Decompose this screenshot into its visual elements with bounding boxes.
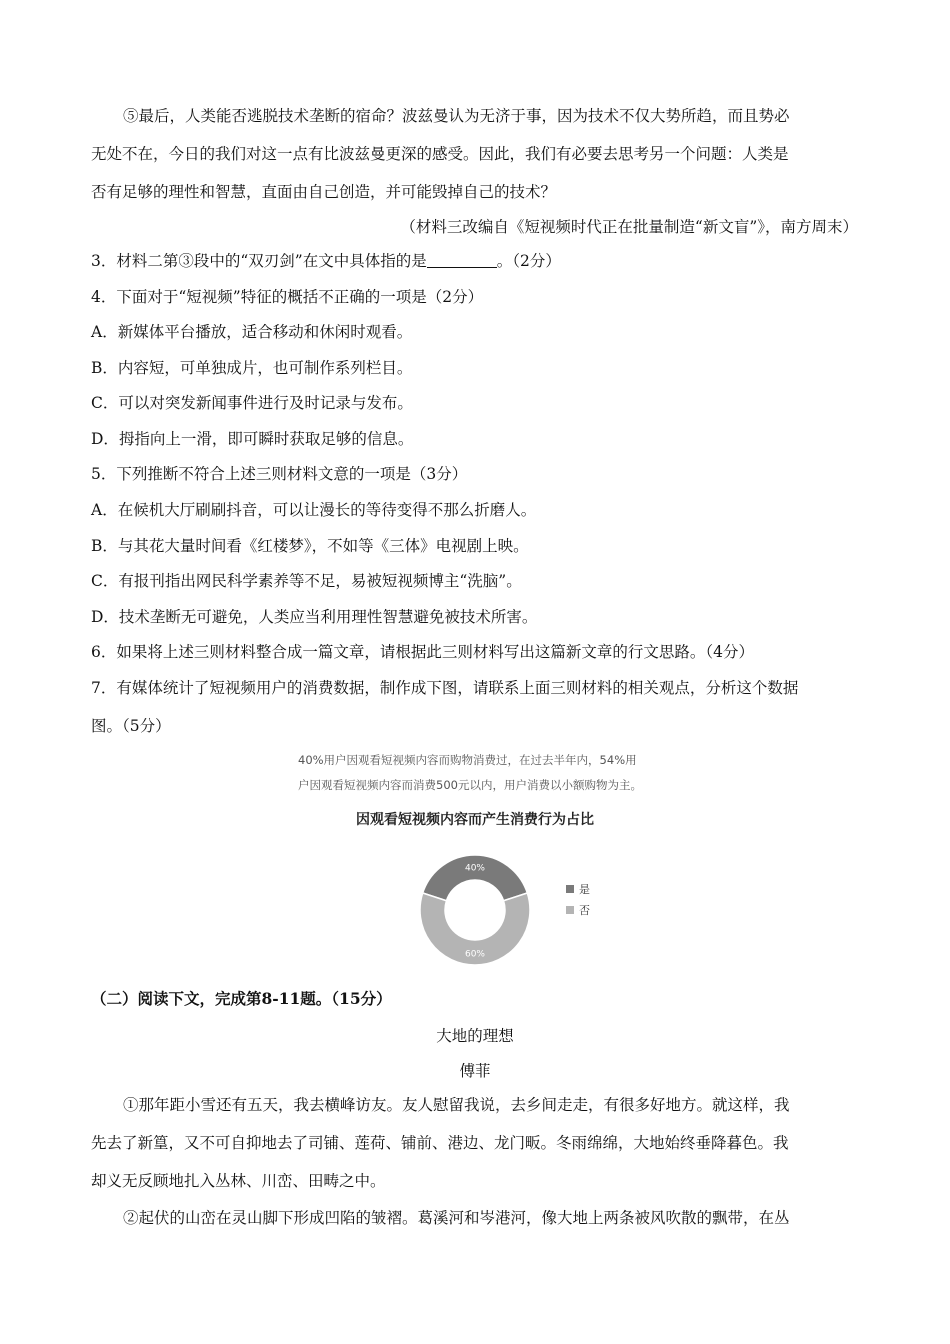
question-4-option-d: D．拇指向上一滑，即可瞬时获取足够的信息。 [91, 430, 414, 448]
question-5: 5．下列推断不符合上述三则材料文意的一项是（3分） [91, 465, 468, 483]
chart-title: 因观看短视频内容而产生消费行为占比 [356, 812, 594, 828]
question-5-option-c: C．有报刊指出网民科学素养等不足，易被短视频博主“洗脑”。 [91, 572, 522, 590]
chart-note-line-1: 40%用户因观看短视频内容而购物消费过，在过去半年内，54%用 [298, 753, 637, 767]
question-4-option-c: C．可以对突发新闻事件进行及时记录与发布。 [91, 394, 413, 412]
article-title: 大地的理想 [436, 1027, 514, 1045]
article-para-1-line-2: 先去了新篁，又不可自抑地去了司铺、莲荷、铺前、港边、龙门畈。冬雨绵绵，大地始终垂降暮色。我 [91, 1134, 789, 1152]
article-para-2-line-1: ②起伏的山峦在灵山脚下形成凹陷的皱褶。葛溪河和岑港河，像大地上两条被风吹散的飘带，在丛 [123, 1209, 790, 1227]
question-5-option-a: A．在候机大厅刷刷抖音，可以让漫长的等待变得不那么折磨人。 [91, 501, 537, 519]
legend-label-yes: 是 [579, 883, 590, 896]
question-3-text: 3．材料二第③段中的“双刃剑”在文中具体指的是 [91, 252, 427, 270]
question-5-option-b: B．与其花大量时间看《红楼梦》，不如等《三体》电视剧上映。 [91, 537, 529, 555]
question-4-option-b: B．内容短，可单独成片，也可制作系列栏目。 [91, 359, 413, 377]
legend-swatch-no [566, 906, 574, 914]
article-author: 傅菲 [459, 1062, 491, 1080]
legend-label-no: 否 [579, 904, 590, 917]
article-para-1-line-3: 却义无反顾地扎入丛林、川峦、田畴之中。 [91, 1172, 386, 1190]
donut-slice-0 [423, 855, 528, 901]
legend-swatch-yes [566, 885, 574, 893]
paragraph-5-line-3: 否有足够的理性和智慧，直面由自己创造，并可能毁掉自己的技术？ [91, 183, 557, 201]
question-4-option-a: A．新媒体平台播放，适合移动和休闲时观看。 [91, 323, 413, 341]
question-7-line-1: 7．有媒体统计了短视频用户的消费数据，制作成下图，请联系上面三则材料的相关观点，分析这个数据 [91, 679, 799, 697]
legend-item-yes [566, 881, 590, 897]
answer-blank [427, 253, 497, 268]
paragraph-5-line-1: ⑤最后，人类能否逃脱技术垄断的宿命？波兹曼认为无济于事，因为技术不仅大势所趋，而且势必 [123, 107, 790, 125]
question-6: 6．如果将上述三则材料整合成一篇文章，请根据此三则材料写出这篇新文章的行文思路。（4分） [91, 643, 754, 661]
question-4: 4．下面对于“短视频”特征的概括不正确的一项是（2分） [91, 288, 484, 306]
paragraph-5-line-2: 无处不在，今日的我们对这一点有比波兹曼更深的感受。因此，我们有必要去思考另一个问题：人类是 [91, 145, 789, 163]
question-3-score: 。（2分） [496, 252, 561, 270]
donut-slice-label-0: 40% [464, 863, 486, 874]
chart-note-line-2: 户因观看短视频内容而消费500元以内，用户消费以小额购物为主。 [298, 778, 642, 792]
section-2-heading: （二）阅读下文，完成第8-11题。（15分） [91, 989, 392, 1008]
legend-item-no [566, 902, 590, 918]
donut-slice-label-1: 60% [464, 949, 486, 960]
donut-chart [410, 845, 540, 975]
article-para-1-line-1: ①那年距小雪还有五天，我去横峰访友。友人慰留我说，去乡间走走，有很多好地方。就这样，我 [123, 1096, 790, 1114]
question-5-option-d: D．技术垄断无可避免，人类应当利用理性智慧避免被技术所害。 [91, 608, 538, 626]
question-3 [91, 251, 561, 271]
question-7-line-2: 图。（5分） [91, 717, 171, 735]
material-3-source: （材料三改编自《短视频时代正在批量制造“新文盲”》，南方周末） [400, 218, 858, 236]
